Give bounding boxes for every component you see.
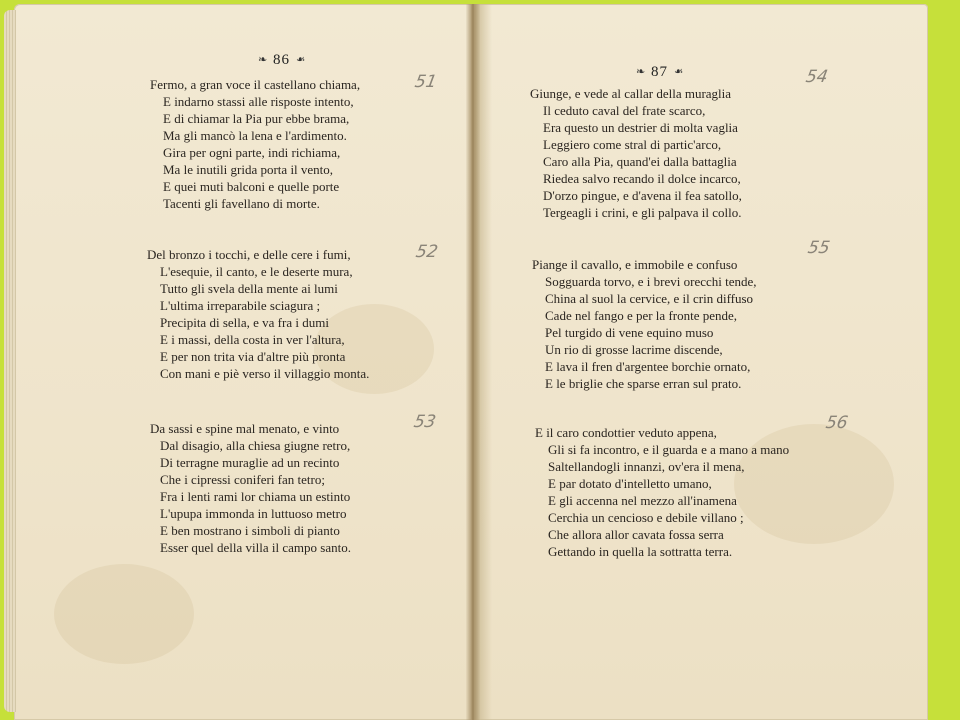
verse-line: Sogguarda torvo, e i brevi orecchi tende, [545, 274, 757, 289]
ornament-left-icon: ❧ [258, 54, 269, 66]
verse-line: E gli accenna nel mezzo all'inamena [548, 493, 737, 508]
verse-line: Con mani e piè verso il villaggio monta. [160, 366, 370, 381]
verse-line: E lava il fren d'argentee borchie ornato, [545, 359, 751, 374]
verse-line: Saltellandogli innanzi, ov'era il mena, [548, 459, 745, 474]
verse-line: E indarno stassi alle risposte intento, [163, 94, 354, 109]
handwritten-stanza-number: 54 [804, 67, 830, 87]
verse-line: Pel turgido di vene equino muso [545, 325, 714, 340]
verse-line: Caro alla Pia, quand'ei dalla battaglia [543, 154, 737, 169]
verse-line: Gettando in quella la sottratta terra. [548, 544, 733, 559]
right-page-number [636, 64, 683, 81]
verse-line: Un rio di grosse lacrime discende, [545, 342, 723, 357]
verse-line: Ma le inutili grida porta il vento, [163, 162, 334, 177]
verse-line: Da sassi e spine mal menato, e vinto [150, 421, 340, 436]
verse-line: L'upupa immonda in luttuoso metro [160, 506, 347, 521]
ornament-right-icon: ❧ [672, 66, 683, 78]
book-spine [466, 4, 480, 720]
verse-line: Leggiero come stral di partic'arco, [543, 137, 722, 152]
verse-line: Piange il cavallo, e immobile e confuso [532, 257, 738, 272]
verse-line: Gira per ogni parte, indi richiama, [163, 145, 341, 160]
verse-line: Che allora allor cavata fossa serra [548, 527, 724, 542]
verse-line: Il ceduto caval del frate scarco, [543, 103, 706, 118]
left-page-number [258, 52, 305, 69]
verse-line: E quei muti balconi e quelle porte [163, 179, 340, 194]
verse-line: Ma gli mancò la lena e l'ardimento. [163, 128, 347, 143]
verse-line: Fermo, a gran voce il castellano chiama, [150, 77, 361, 92]
handwritten-stanza-number: 56 [824, 413, 850, 433]
verse-line: L'esequie, il canto, e le deserte mura, [160, 264, 353, 279]
handwritten-stanza-number: 53 [412, 412, 438, 432]
verse-line: Cerchia un cencioso e debile villano ; [548, 510, 744, 525]
verse-line: Di terragne muraglie ad un recinto [160, 455, 340, 470]
verse-line: Tergeagli i crini, e gli palpava il collo. [543, 205, 742, 220]
handwritten-stanza-number: 51 [413, 72, 439, 92]
verse-line: Fra i lenti rami lor chiama un estinto [160, 489, 351, 504]
left-page-number-text: 86 [272, 52, 290, 68]
verse-line: L'ultima irreparabile sciagura ; [160, 298, 321, 313]
handwritten-stanza-number: 55 [806, 238, 832, 258]
verse-line: E le briglie che sparse erran sul prato. [545, 376, 742, 391]
verse-line: E i massi, della costa in ver l'altura, [160, 332, 345, 347]
verse-line: Che i cipressi coniferi fan tetro; [160, 472, 325, 487]
verse-line: E il caro condottier veduto appena, [535, 425, 717, 440]
verse-line: Era questo un destrier di molta vaglia [543, 120, 738, 135]
verse-line: Giunge, e vede al callar della muraglia [530, 86, 732, 101]
handwritten-stanza-number: 52 [414, 242, 440, 262]
verse-line: E ben mostrano i simboli di pianto [160, 523, 340, 538]
verse-line: E per non trita via d'altre più pronta [160, 349, 346, 364]
ornament-right-icon: ❧ [294, 54, 305, 66]
right-page-number-text: 87 [650, 64, 668, 80]
verse-line: Gli si fa incontro, e il guarda e a mano a mano [548, 442, 790, 457]
verse-line: Esser quel della villa il campo santo. [160, 540, 351, 555]
verse-line: D'orzo pingue, e d'avena il fea satollo, [543, 188, 742, 203]
ornament-left-icon: ❧ [636, 66, 647, 78]
verse-line: China al suol la cervice, e il crin diffuso [545, 291, 754, 306]
verse-line: Riedea salvo recando il dolce incarco, [543, 171, 741, 186]
verse-line: Tacenti gli favellano di morte. [163, 196, 320, 211]
verse-line: Tutto gli svela della mente ai lumi [160, 281, 338, 296]
verse-line: Del bronzo i tocchi, e delle cere i fumi, [147, 247, 351, 262]
verse-line: Dal disagio, alla chiesa giugne retro, [160, 438, 351, 453]
verse-line: Precipita di sella, e va fra i dumi [160, 315, 329, 330]
verse-line: E di chiamar la Pia pur ebbe brama, [163, 111, 350, 126]
verse-line: E par dotato d'intelletto umano, [548, 476, 712, 491]
verse-line: Cade nel fango e per la fronte pende, [545, 308, 738, 323]
